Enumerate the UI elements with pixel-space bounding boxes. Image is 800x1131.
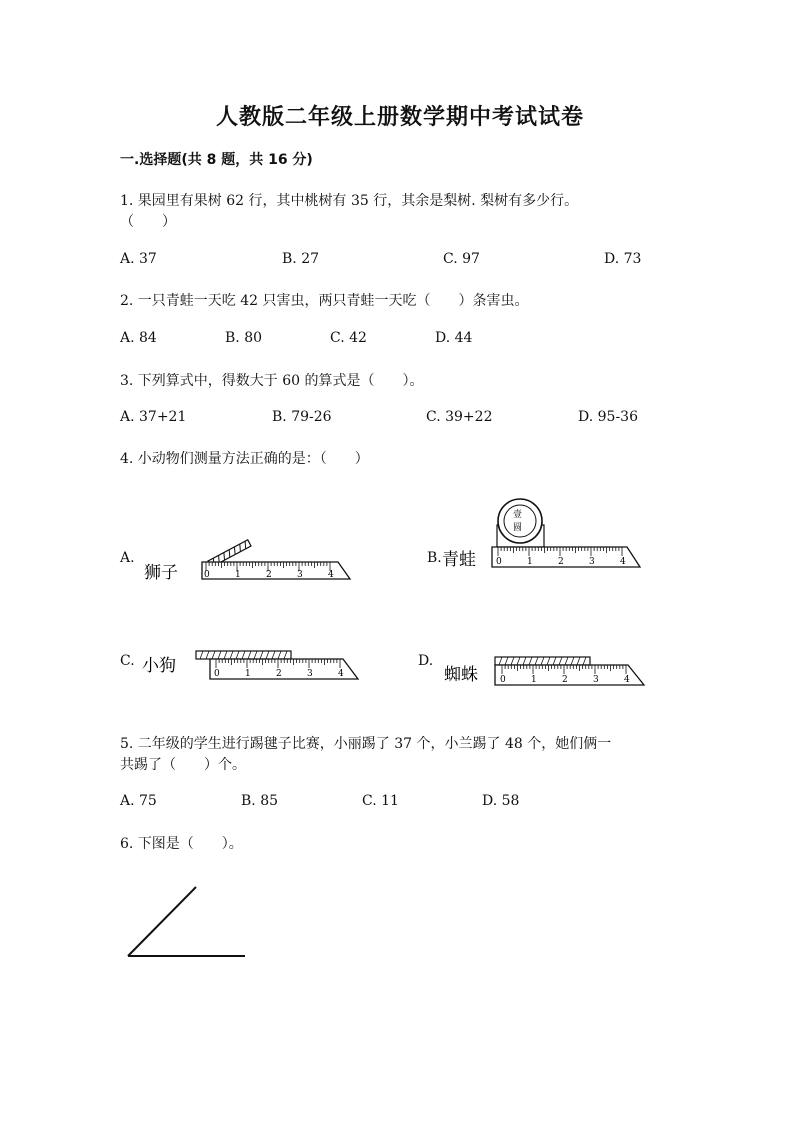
question-1-option-c[interactable]: C. 97 <box>443 251 480 267</box>
page-title: 人教版二年级上册数学期中考试试卷 <box>215 105 584 130</box>
coin-char: 壹 <box>513 510 523 520</box>
ruler-tick-label: 0 <box>496 557 502 567</box>
ruler-tick-label: 2 <box>276 669 282 679</box>
animal-label-spider: 蜘蛛 <box>444 665 478 685</box>
question-4-text: 4. 小动物们测量方法正确的是：（ ） <box>120 451 369 467</box>
ruler-tick-label: 2 <box>266 570 272 580</box>
question-5-text: 5. 二年级的学生进行踢毽子比赛，小丽踢了 37 个，小兰踢了 48 个，她们俩一 <box>120 736 612 752</box>
ruler-tick-label: 4 <box>624 675 630 685</box>
ruler-tick-label: 0 <box>214 669 220 679</box>
ruler-tick-label: 1 <box>531 675 537 685</box>
question-3-option-c[interactable]: C. 39+22 <box>426 409 493 425</box>
question-4-option-d[interactable]: D. <box>418 653 434 669</box>
ruler-figure-spider <box>440 652 655 692</box>
question-5-option-b[interactable]: B. 85 <box>241 793 279 809</box>
question-1-option-b[interactable]: B. 27 <box>282 251 320 267</box>
question-2-option-d[interactable]: D. 44 <box>435 330 473 346</box>
question-4-option-b[interactable]: B. <box>427 550 442 566</box>
section-heading: 一.选择题(共 8 题，共 16 分) <box>120 152 313 168</box>
question-2-option-c[interactable]: C. 42 <box>330 330 367 346</box>
animal-label-lion: 狮子 <box>144 563 178 583</box>
question-4-option-c[interactable]: C. <box>120 653 135 669</box>
question-3-option-a[interactable]: A. 37+21 <box>120 409 187 425</box>
question-1-blank: （ ） <box>120 214 176 230</box>
ruler-tick-label: 0 <box>500 675 506 685</box>
ruler-tick-label: 3 <box>297 570 303 580</box>
question-3-option-b[interactable]: B. 79-26 <box>272 409 332 425</box>
ruler-figure-dog <box>138 645 368 685</box>
question-5-text-cont: 共踢了（ ）个。 <box>120 757 246 773</box>
question-2-option-b[interactable]: B. 80 <box>225 330 263 346</box>
question-3-text: 3. 下列算式中，得数大于 60 的算式是（ ）。 <box>120 373 424 389</box>
ruler-tick-label: 1 <box>235 570 241 580</box>
ruler-tick-label: 2 <box>562 675 568 685</box>
question-4-option-a[interactable]: A. <box>120 550 135 566</box>
question-1-option-d[interactable]: D. 73 <box>604 251 642 267</box>
ruler-tick-label: 1 <box>245 669 251 679</box>
animal-label-frog: 青蛙 <box>442 550 476 570</box>
question-1-text: 1. 果园里有果树 62 行，其中桃树有 35 行，其余是梨树. 梨树有多少行。 <box>120 193 579 209</box>
question-5-option-c[interactable]: C. 11 <box>362 793 399 809</box>
ruler-tick-label: 2 <box>558 557 564 567</box>
ruler-tick-label: 4 <box>620 557 626 567</box>
coin-char: 圆 <box>513 523 523 533</box>
ruler-tick-label: 3 <box>593 675 599 685</box>
ruler-tick-label: 3 <box>307 669 313 679</box>
ruler-tick-label: 0 <box>204 570 210 580</box>
ruler-tick-label: 3 <box>589 557 595 567</box>
question-3-option-d[interactable]: D. 95-36 <box>578 409 638 425</box>
question-6-text: 6. 下图是（ ）。 <box>120 836 243 852</box>
question-2-option-a[interactable]: A. 84 <box>120 330 157 346</box>
ruler-tick-label: 1 <box>527 557 533 567</box>
question-2-text: 2. 一只青蛙一天吃 42 只害虫，两只青蛙一天吃（ ）条害虫。 <box>120 293 529 309</box>
animal-label-dog: 小狗 <box>142 656 176 676</box>
question-1-option-a[interactable]: A. 37 <box>120 251 157 267</box>
ruler-tick-label: 4 <box>338 669 344 679</box>
ruler-figure-lion <box>140 525 360 590</box>
question-5-option-d[interactable]: D. 58 <box>482 793 520 809</box>
ruler-tick-label: 4 <box>328 570 334 580</box>
question-5-option-a[interactable]: A. 75 <box>120 793 157 809</box>
angle-figure <box>120 880 255 965</box>
ruler-figure-frog <box>440 497 650 577</box>
